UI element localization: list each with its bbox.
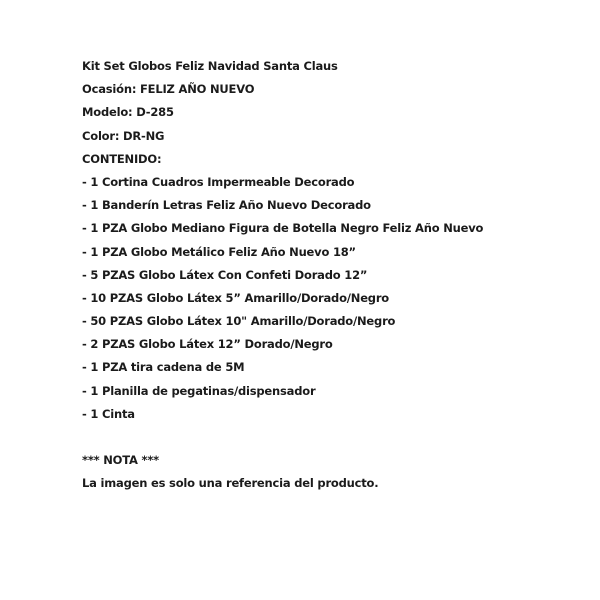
list-item: - 1 Banderín Letras Feliz Año Nuevo Decorado (82, 198, 371, 213)
contents-heading: CONTENIDO: (82, 151, 162, 166)
list-item: - 50 PZAS Globo Látex 10" Amarillo/Dorado/Negro (82, 314, 396, 329)
color-line: Color: DR-NG (82, 128, 165, 143)
list-item: - 1 PZA Globo Metálico Feliz Año Nuevo 18” (82, 244, 356, 259)
occasion-line: Ocasión: FELIZ AÑO NUEVO (82, 82, 255, 97)
list-item: - 1 PZA Globo Mediano Figura de Botella Negro Feliz Año Nuevo (82, 221, 484, 236)
model-line: Modelo: D-285 (82, 105, 174, 120)
list-item: - 1 Cortina Cuadros Impermeable Decorado (82, 174, 355, 189)
note-heading: *** NOTA *** (82, 453, 159, 468)
list-item: - 1 Planilla de pegatinas/dispensador (82, 383, 316, 398)
product-title: Kit Set Globos Feliz Navidad Santa Claus (82, 59, 338, 73)
contents-list (82, 174, 582, 429)
product-description (82, 58, 582, 499)
list-item: - 2 PZAS Globo Látex 12” Dorado/Negro (82, 337, 333, 352)
blank-line (82, 429, 582, 452)
list-item: - 1 PZA tira cadena de 5M (82, 360, 245, 375)
list-item: - 10 PZAS Globo Látex 5” Amarillo/Dorado/Negro (82, 290, 390, 305)
list-item: - 5 PZAS Globo Látex Con Confeti Dorado 12” (82, 267, 368, 282)
note-text: La imagen es solo una referencia del producto. (82, 476, 379, 491)
list-item: - 1 Cinta (82, 406, 135, 421)
